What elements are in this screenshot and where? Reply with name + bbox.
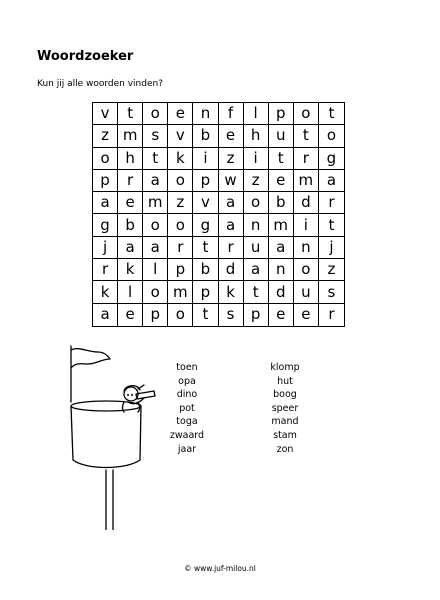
grid-cell: e [269,170,294,192]
grid-cell: e [219,125,244,147]
word-item: pot [179,402,195,414]
grid-cell: s [219,304,244,326]
page-title: Woordzoeker [37,49,134,64]
word-search-grid [92,102,345,327]
grid-cell: d [294,192,319,214]
grid-cell: j [93,237,118,259]
grid-cell: u [244,237,269,259]
grid-cell: s [319,281,344,303]
grid-cell: v [93,103,118,125]
grid-cell: a [319,170,344,192]
grid-cell: g [93,214,118,236]
word-item: jaar [177,443,197,455]
word-item: dino [176,389,198,401]
word-item: toga [176,416,198,428]
grid-cell: k [93,281,118,303]
grid-cell: g [193,214,218,236]
grid-cell: p [143,304,168,326]
grid-cell: t [319,214,344,236]
grid-cell: d [219,259,244,281]
grid-cell: p [269,103,294,125]
word-list-left [152,361,222,456]
grid-cell: e [269,304,294,326]
grid-cell: p [193,281,218,303]
word-item: mand [271,416,299,428]
word-item: toen [176,362,198,373]
grid-cell: a [118,237,143,259]
grid-cell: r [118,170,143,192]
word-item: speer [271,402,299,414]
grid-cell: e [168,103,193,125]
grid-cell: o [294,259,319,281]
grid-cell: t [193,237,218,259]
grid-cell: p [244,304,269,326]
grid-cell: m [118,125,143,147]
grid-cell: i [294,214,319,236]
grid-cell: l [118,281,143,303]
word-item: stam [273,429,297,441]
grid-cell: h [244,125,269,147]
grid-cell: i [193,148,218,170]
grid-cell: e [118,192,143,214]
grid-cell: i [244,148,269,170]
grid-cell: k [118,259,143,281]
grid-cell: n [294,237,319,259]
grid-cell: v [168,125,193,147]
grid-cell: t [319,103,344,125]
grid-cell: h [118,148,143,170]
grid-cell: p [168,259,193,281]
grid-cell: n [244,214,269,236]
grid-cell: o [93,148,118,170]
grid-cell: r [319,192,344,214]
grid-cell: o [319,125,344,147]
grid-cell: z [319,259,344,281]
grid-cell: t [193,304,218,326]
grid-cell: l [143,259,168,281]
grid-cell: j [319,237,344,259]
grid-cell: t [143,148,168,170]
grid-cell: v [193,192,218,214]
word-item: klomp [270,362,300,373]
grid-cell: r [219,237,244,259]
word-item: opa [178,375,196,387]
grid-cell: e [294,304,319,326]
grid-cell: r [93,259,118,281]
grid-cell: p [93,170,118,192]
grid-cell: o [143,214,168,236]
word-item: zon [276,443,294,455]
grid-cell: a [219,192,244,214]
grid-cell: a [244,259,269,281]
word-item: zwaard [169,429,205,441]
grid-cell: b [193,125,218,147]
grid-cell: k [219,281,244,303]
grid-cell: m [269,214,294,236]
grid-cell: m [143,192,168,214]
grid-cell: s [143,125,168,147]
grid-cell: o [168,214,193,236]
grid-cell: k [168,148,193,170]
grid-cell: z [168,192,193,214]
grid-cell: r [168,237,193,259]
grid-cell: a [219,214,244,236]
grid-cell: b [118,214,143,236]
grid-cell: r [294,148,319,170]
grid-cell: a [93,304,118,326]
instruction-text: Kun jij alle woorden vinden? [37,79,163,89]
grid-cell: t [118,103,143,125]
pirate-crows-nest-drawing [56,344,166,530]
grid-cell: m [294,170,319,192]
word-list-right [250,361,320,456]
grid-cell: z [244,170,269,192]
grid-cell: o [143,281,168,303]
grid-cell: o [244,192,269,214]
grid-cell: m [168,281,193,303]
grid-cell: b [193,259,218,281]
grid-cell: l [244,103,269,125]
grid-cell: t [294,125,319,147]
grid-cell: f [219,103,244,125]
grid-cell: a [143,237,168,259]
copyright-footer: © www.juf-milou.nl [184,564,256,573]
grid-cell: a [93,192,118,214]
grid-cell: o [143,103,168,125]
grid-cell: a [269,237,294,259]
grid-cell: r [328,305,335,324]
grid-cell: w [219,170,244,192]
grid-cell: a [143,170,168,192]
grid-cell: t [244,281,269,303]
grid-cell: n [193,103,218,125]
word-item: boog [273,389,297,401]
grid-cell: p [193,170,218,192]
grid-cell: g [319,148,344,170]
grid-cell: o [168,170,193,192]
grid-cell: d [269,281,294,303]
grid-cell: o [294,103,319,125]
grid-cell: o [168,304,193,326]
grid-cell: b [269,192,294,214]
grid-cell: e [118,304,143,326]
grid-cell: t [269,148,294,170]
word-item: hut [277,375,293,387]
grid-cell: u [269,125,294,147]
grid-cell: u [294,281,319,303]
grid-cell: n [269,259,294,281]
grid-cell: z [93,125,118,147]
grid-cell: z [219,148,244,170]
